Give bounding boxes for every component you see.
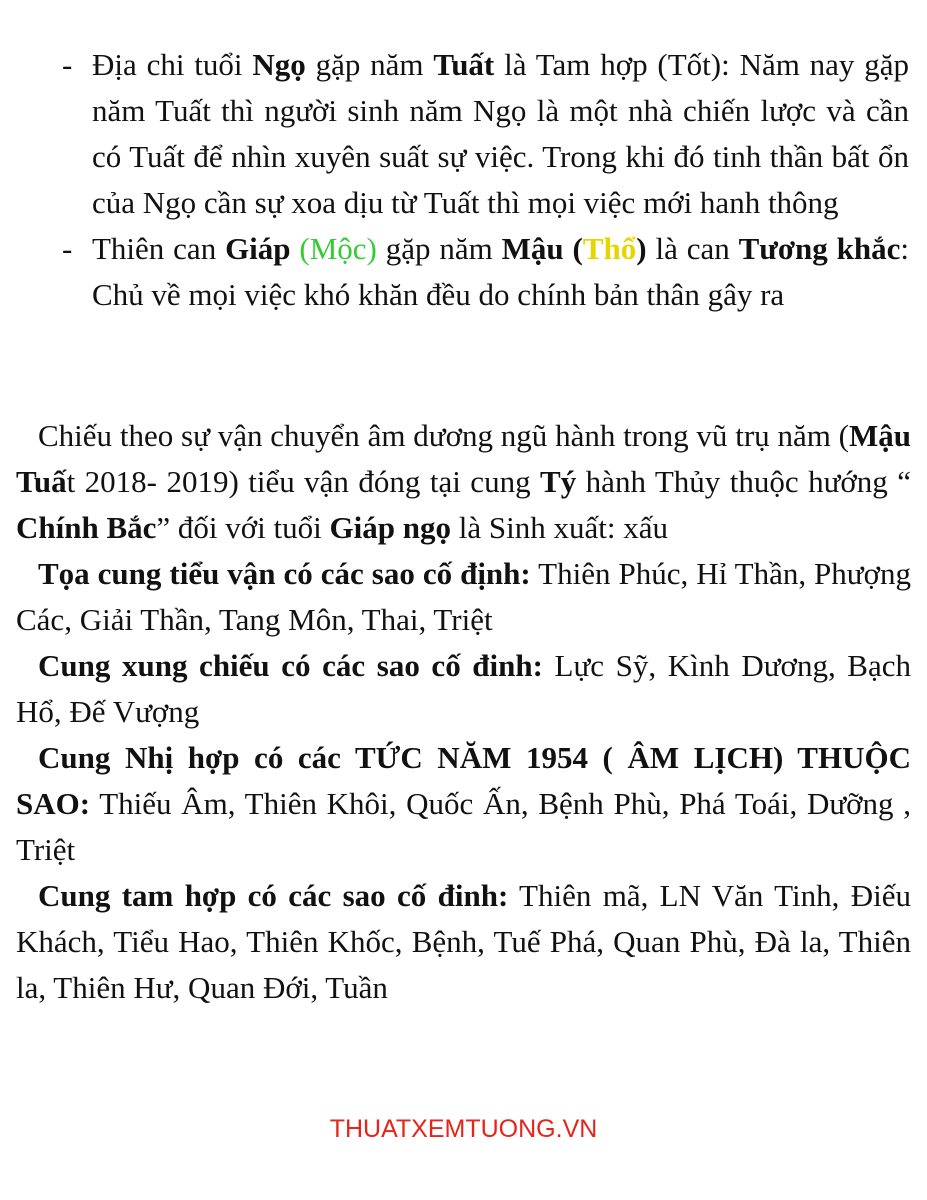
bold-run: (: [572, 231, 583, 266]
text-run: ” đối với tuổi: [156, 510, 330, 545]
text-run: là can: [646, 231, 739, 266]
text-run: hành Thủy thuộc hướng “: [576, 464, 911, 499]
bold-run: Giáp ngọ: [329, 510, 451, 545]
text-run: t 2018- 2019) tiểu vận đóng tại cung: [66, 464, 541, 499]
element-moc-label: (Mộc): [299, 231, 377, 266]
paragraph-tieu-van: [16, 413, 911, 551]
bold-heading-run: Cung Nhị hợp có các TỨC NĂM 1954 ( ÂM LỊCH) THUỘC SAO:: [16, 740, 911, 821]
bullet-dash: -: [62, 231, 73, 266]
footer-site-name: THUATXEMTUONG.VN: [329, 1115, 598, 1143]
bullet-dash: -: [62, 47, 73, 82]
paragraph-tam-hop: [16, 873, 911, 1011]
bold-run: ): [636, 231, 647, 266]
bold-run: Tý: [540, 464, 577, 499]
bold-run: Tuất: [433, 47, 495, 82]
text-run: [564, 231, 573, 266]
text-run: Chiếu theo sự vận chuyển âm dương ngũ hành trong vũ trụ năm (: [38, 418, 849, 453]
bold-heading-run: Tọa cung tiểu vận có các sao cố định:: [38, 556, 531, 591]
text-run: Thiên can: [92, 231, 226, 266]
text-run: là Sinh xuất: xấu: [451, 510, 668, 545]
bold-run: Mậu: [501, 231, 564, 266]
element-tho-label: Thổ: [582, 231, 637, 266]
text-run: Địa chi tuổi: [92, 47, 253, 82]
bullet-item-tam-hop: [0, 42, 927, 226]
bold-heading-run: Cung tam hợp có các sao cố đinh:: [38, 878, 509, 913]
bold-run: Chính Bắc: [16, 510, 157, 545]
bold-run: Tương khắc: [738, 231, 901, 266]
text-run: Lực Sỹ, Kình Dương, Bạch Hổ, Đế Vượng: [16, 648, 911, 729]
bold-heading-run: Cung xung chiếu có các sao cố đinh:: [38, 648, 543, 683]
bullet-list: [0, 42, 927, 318]
text-run: là Tam hợp (Tốt): Năm nay gặp năm Tuất thì người sinh năm Ngọ là một nhà chiến lược và cần có Tuất để nhìn xuyên suất sự việc. Trong khi đó tinh thần bất ổn của Ngọ cần sự xoa dịu từ Tuất thì mọi việc mới hanh thông: [92, 47, 909, 220]
bold-run: Mậu Tuấ: [16, 418, 911, 499]
bold-run: Ngọ: [252, 47, 306, 82]
paragraph-xung-chieu: [16, 643, 911, 735]
text-run: gặp năm: [376, 231, 502, 266]
paragraph-toa-cung: [16, 551, 911, 643]
body-text: [16, 413, 911, 1011]
text-run: Thiên Phúc, Hỉ Thần, Phượng Các, Giải Thần, Tang Môn, Thai, Triệt: [16, 556, 911, 637]
paragraph-nhi-hop: [16, 735, 911, 873]
bold-run: Giáp: [225, 231, 291, 266]
text-run: : Chủ về mọi việc khó khăn đều do chính bản thân gây ra: [92, 231, 910, 312]
bullet-item-tuong-khac: [0, 226, 927, 318]
text-run: Thiếu Âm, Thiên Khôi, Quốc Ấn, Bệnh Phù, Phá Toái, Dưỡng , Triệt: [16, 786, 911, 867]
text-run: gặp năm: [305, 47, 434, 82]
text-run: Thiên mã, LN Văn Tinh, Điếu Khách, Tiểu Hao, Thiên Khốc, Bệnh, Tuế Phá, Quan Phù, Đà la, Thiên la, Thiên Hư, Quan Đới, Tuần: [16, 878, 911, 1005]
